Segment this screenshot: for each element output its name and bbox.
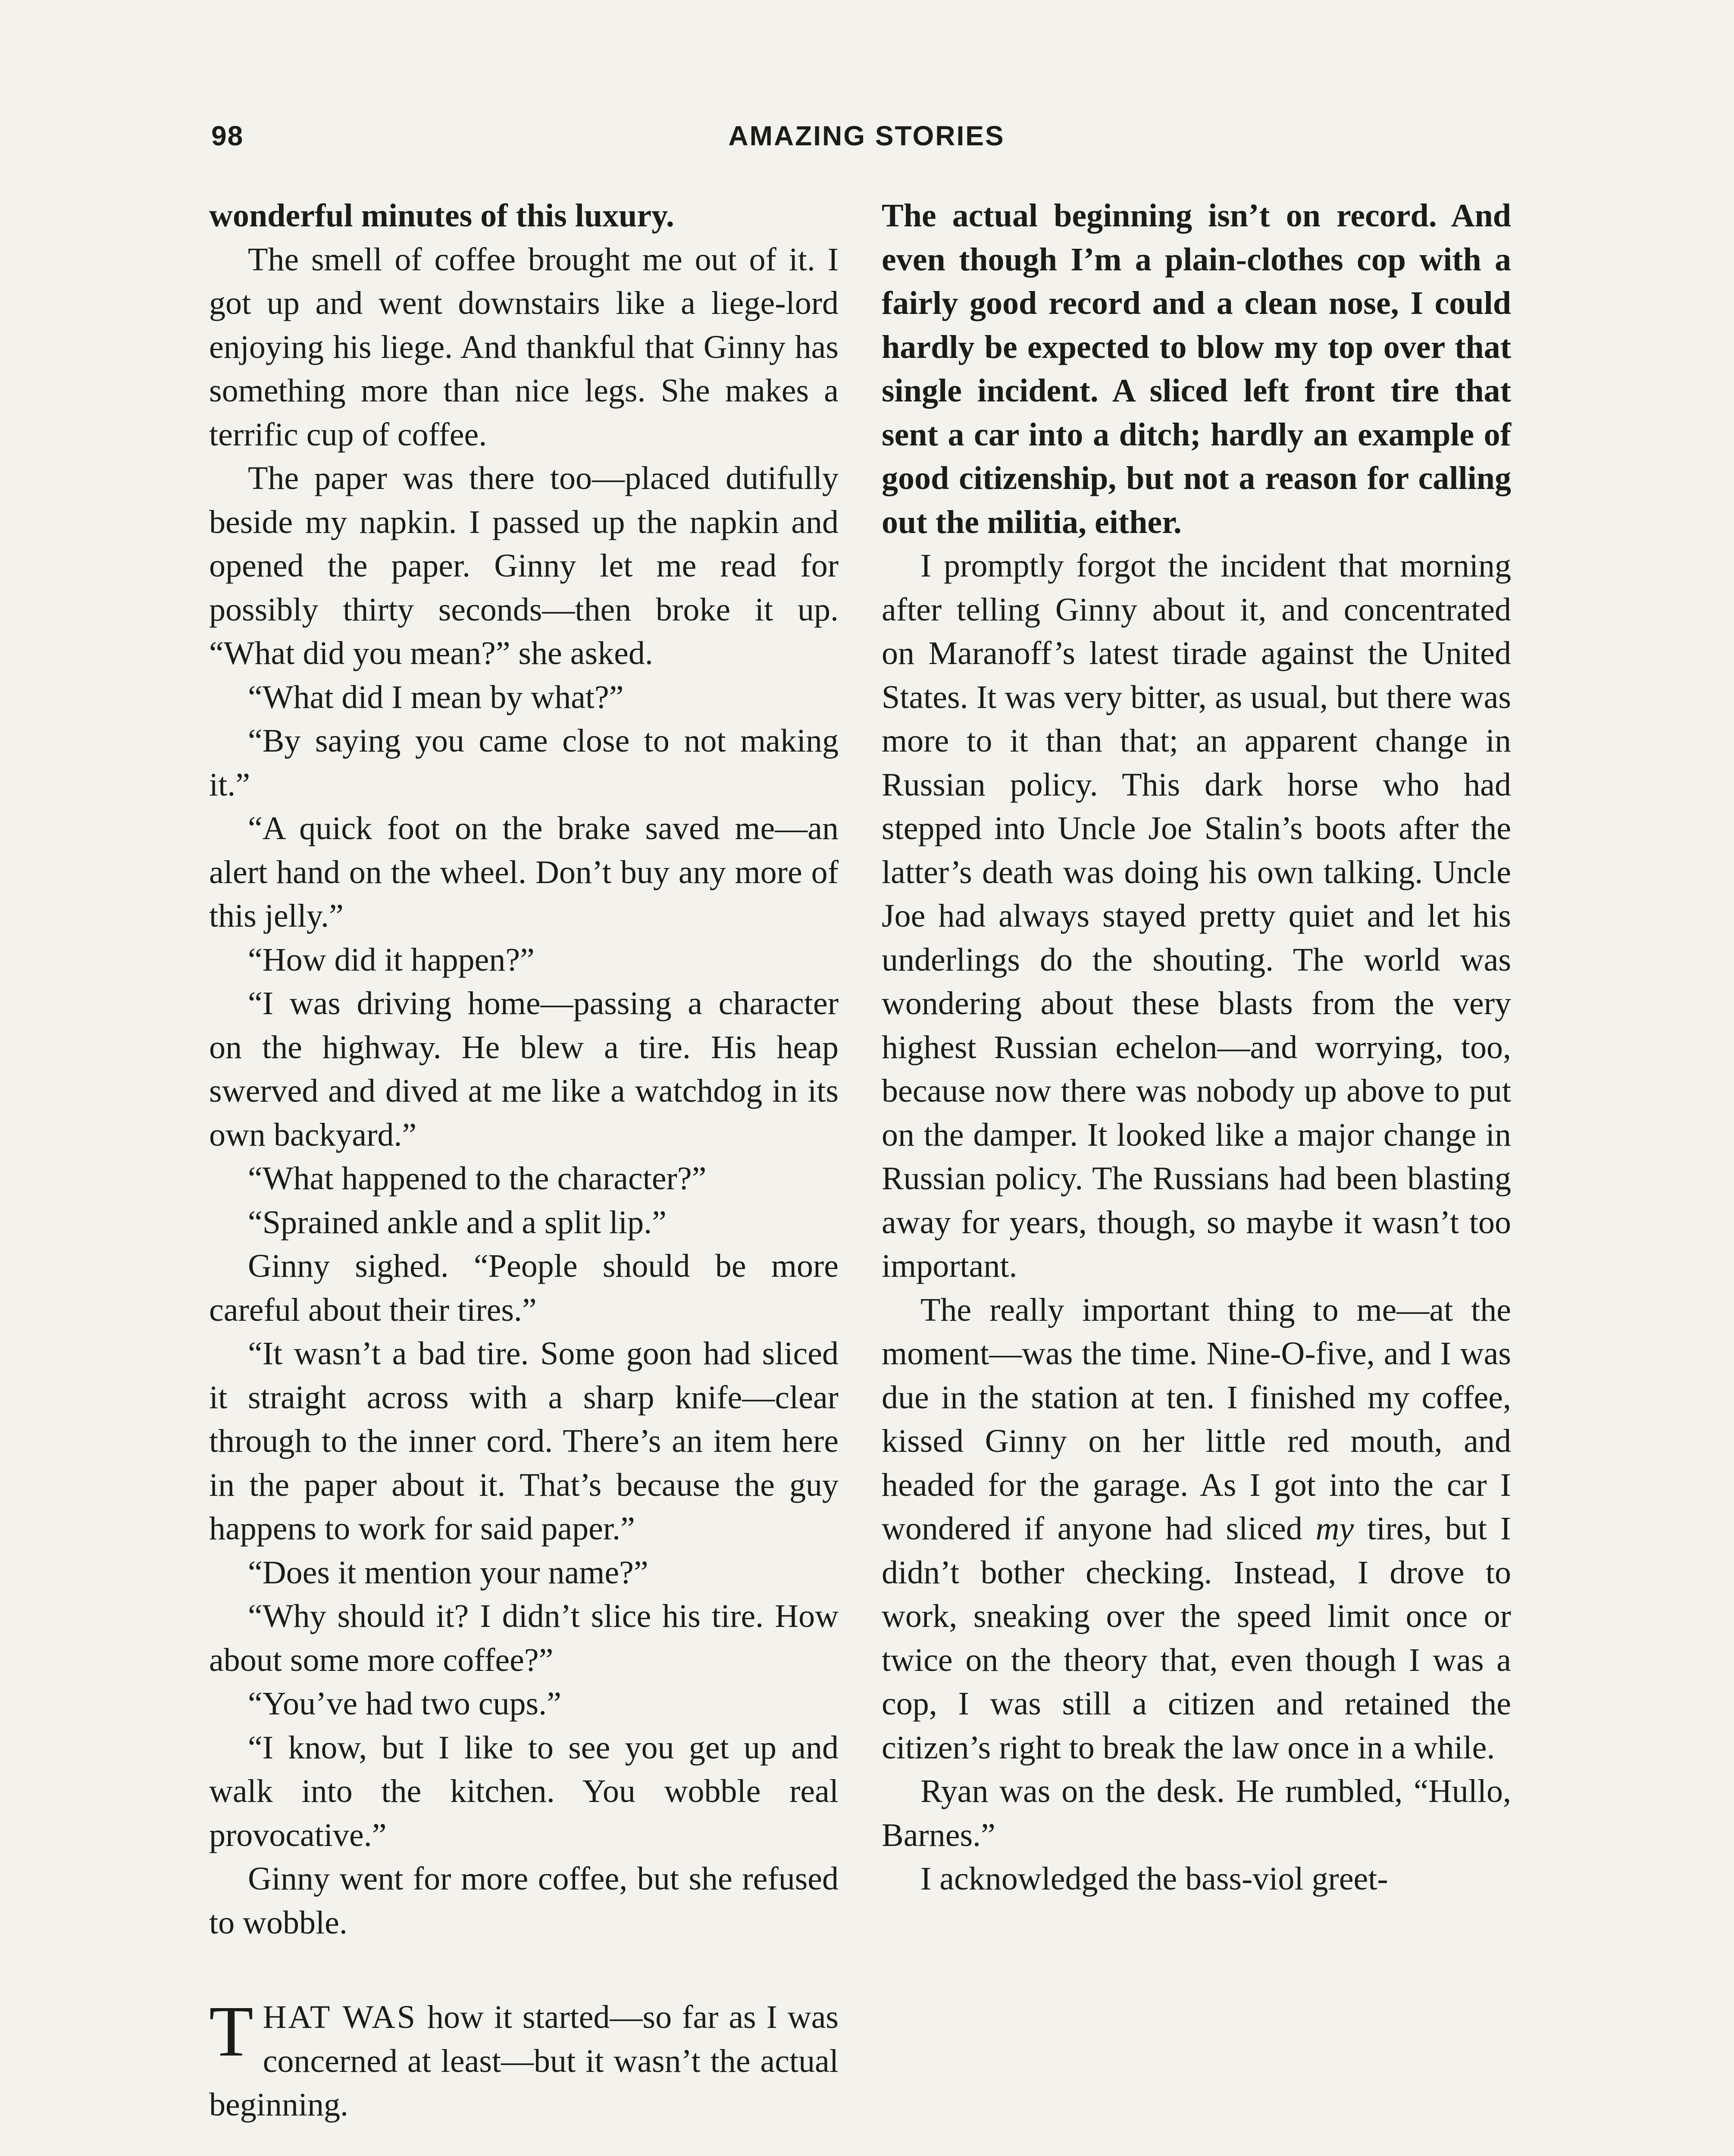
paragraph: I promptly forgot the incident that morning after telling Ginny about it, and concentrated on Maranoff’s latest tirade against the United States. It was very bitter, as usual, but there was more to it than that; an apparent change in Russian policy. This dark horse who had stepped into Uncle Joe Stalin’s boots after the latter’s death was doing his own talking. Uncle Joe had always stayed pretty quiet and let his underlings do the shouting. The world was wondering about these blasts from the very highest Russian echelon—and worrying, too, because now there was nobody up above to put on the damper. It looked like a major change in Russian policy. The Russians had been blasting away for years, though, so maybe it wasn’t too important. xyxy=(882,548,1511,1284)
paragraph-text: The really important thing to me—at the moment—was the time. Nine-O-five, and I was due in the station at ten. I finished my coffee, kissed Ginny on her little red mouth, and headed for the garage. As I got into the car I wondered if anyone had sliced xyxy=(882,1291,1511,1547)
paragraph: “Does it mention your name?” xyxy=(248,1554,648,1591)
paragraph: “Sprained ankle and a split lip.” xyxy=(248,1204,667,1241)
italic-word: my xyxy=(1315,1510,1354,1547)
paragraph: “Why should it? I didn’t slice his tire. How about some more coffee?” xyxy=(209,1598,839,1678)
paragraph: The actual beginning isn’t on record. And even though I’m a plain-clothes cop with a fairly good record and a clean nose, I could hardly be expected to blow my top over that single incident. A sliced left front tire that sent a car into a ditch; hardly an example of good citizenship, but not a reason for calling out the militia, either. xyxy=(882,197,1511,540)
section-break xyxy=(209,1945,839,1996)
paragraph: “I know, but I like to see you get up and walk into the kitchen. You wobble real provocative.” xyxy=(209,1729,839,1853)
paragraph: The smell of coffee brought me out of it. I got up and went downstairs like a liege-lord enjoying his liege. And thankful that Ginny has something more than nice legs. She makes a terrific cup of coffee. xyxy=(209,241,839,453)
paragraph: “What happened to the character?” xyxy=(248,1160,707,1197)
section-text: how it started—so far as I was concerned at least—but it wasn’t the actual beginning. xyxy=(209,1999,839,2123)
paragraph: “A quick foot on the brake saved me—an alert hand on the wheel. Don’t buy any more of this jelly.” xyxy=(209,810,839,934)
section-opening-paragraph xyxy=(209,1991,839,2127)
paragraph: Ginny went for more coffee, but she refused to wobble. xyxy=(209,1861,839,1941)
paragraph: “You’ve had two cups.” xyxy=(248,1686,561,1722)
paragraph: “How did it happen?” xyxy=(248,941,535,978)
paragraph: “What did I mean by what?” xyxy=(248,679,624,715)
right-column xyxy=(882,194,1511,1901)
paragraph: “I was driving home—passing a character on the highway. He blew a tire. His heap swerved and dived at me like a watchdog in its own backyard.” xyxy=(209,985,839,1153)
running-title: AMAZING STORIES xyxy=(728,120,1005,151)
page-number: 98 xyxy=(211,120,244,151)
drop-cap: T xyxy=(209,1991,254,2071)
paragraph: “It wasn’t a bad tire. Some goon had sliced it straight across with a sharp knife—clear through to the inner cord. There’s an item here in the paper about it. That’s because the guy happens to work for said paper.” xyxy=(209,1335,839,1547)
paragraph: Ryan was on the desk. He rumbled, “Hullo, Barnes.” xyxy=(882,1773,1511,1853)
paragraph: “By saying you came close to not making it.” xyxy=(209,723,839,803)
paragraph xyxy=(882,1288,1511,1770)
paragraph: Ginny sighed. “People should be more careful about their tires.” xyxy=(209,1248,839,1328)
paragraph: The paper was there too—placed dutifully beside my napkin. I passed up the napkin and opened the paper. Ginny let me read for possibly thirty seconds—then broke it up. “What did you mean?” she asked. xyxy=(209,460,839,671)
paragraph: I acknowledged the bass-viol greet- xyxy=(920,1861,1388,1897)
small-caps-lead: HAT WAS xyxy=(263,1999,417,2035)
left-column xyxy=(209,194,839,2127)
paragraph-text: tires, but I didn’t bother checking. Instead, I drove to work, sneaking over the speed limit once or twice on the theory that, even though I was a cop, I was still a citizen and retained the citizen’s right to break the law once in a while. xyxy=(882,1510,1512,1766)
opening-line: wonderful minutes of this luxury. xyxy=(209,197,674,234)
